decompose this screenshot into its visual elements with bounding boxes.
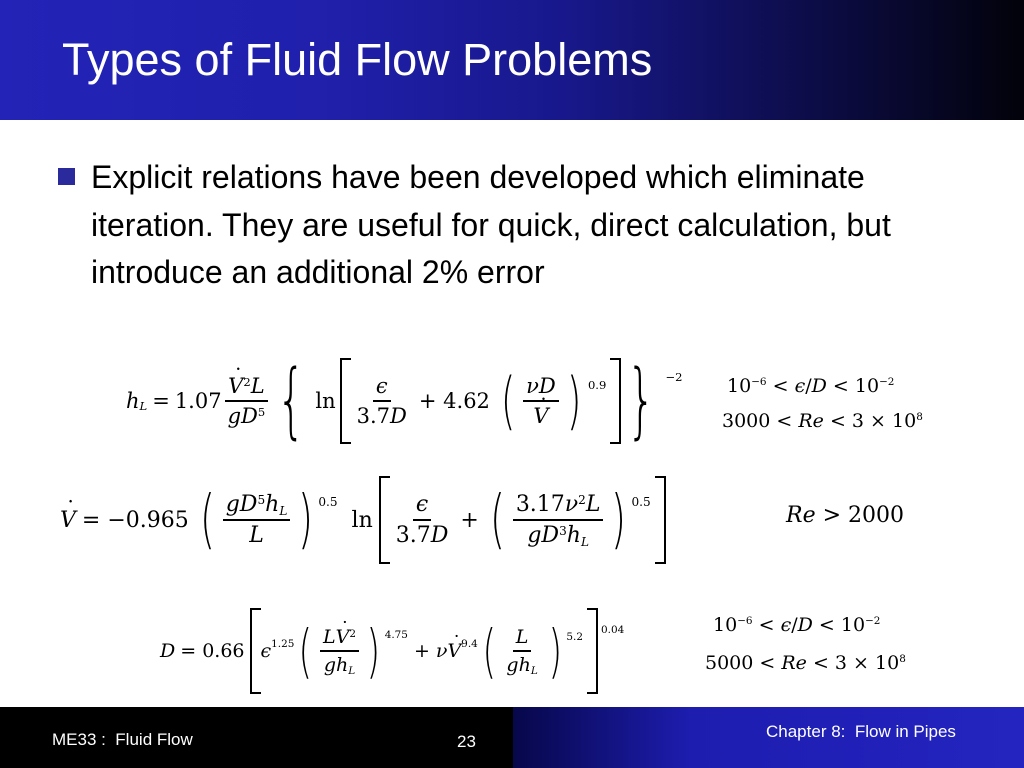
equation-flow-rate: ˙ V = −0.965 ( $\frac{gD5hL}{L}$ ) 0.5 ln $\frac{\epsilon}{3.7D}$ + ( $\frac{3.17\nu 2L}{gD3hL}$ ) 0.5 — [60, 474, 666, 566]
condition-head-loss-reynolds: 3000 < Re < 3 × 108 — [722, 410, 923, 432]
footer-course: ME33 : Fluid Flow — [52, 730, 193, 749]
equation-head-loss: h L = 1.07 ˙ $\frac{V2L}{gD5}$ { ln $\frac{\epsilon}{3.7D}$ + 4.62 ( νD ˙ V ) 0.9 } −2 — [126, 355, 683, 447]
condition-head-loss-roughness: 10−6 < ϵ/D < 10−2 — [727, 375, 895, 397]
page-number: 23 — [457, 732, 476, 751]
bullet-item — [58, 154, 978, 297]
condition-diameter-reynolds: 5000 < Re < 3 × 108 — [705, 652, 906, 674]
footer-left — [0, 707, 513, 768]
equation-diameter: D = 0.66 ϵ 1.25 ( $\frac{L˙ V2}{\text{ghL}}$ ) 4.75 + ν ˙ V 9.4 ( $\frac{L}{\text{ghL}}$ ) 5.2 0.04 — [160, 605, 624, 697]
condition-flow-rate-reynolds: Re > 2000 — [786, 503, 905, 528]
bullet-text: Explicit relations have been developed which eliminate iteration. They are useful for quick, direct calculation, but introduce an additional 2% error — [91, 159, 891, 290]
slide-title: Types of Fluid Flow Problems — [62, 34, 653, 85]
title-bar — [0, 0, 1024, 120]
square-bullet-icon — [58, 168, 75, 185]
footer-chapter: Chapter 8: Flow in Pipes — [766, 722, 956, 741]
condition-diameter-roughness: 10−6 < ϵ/D < 10−2 — [713, 614, 881, 636]
